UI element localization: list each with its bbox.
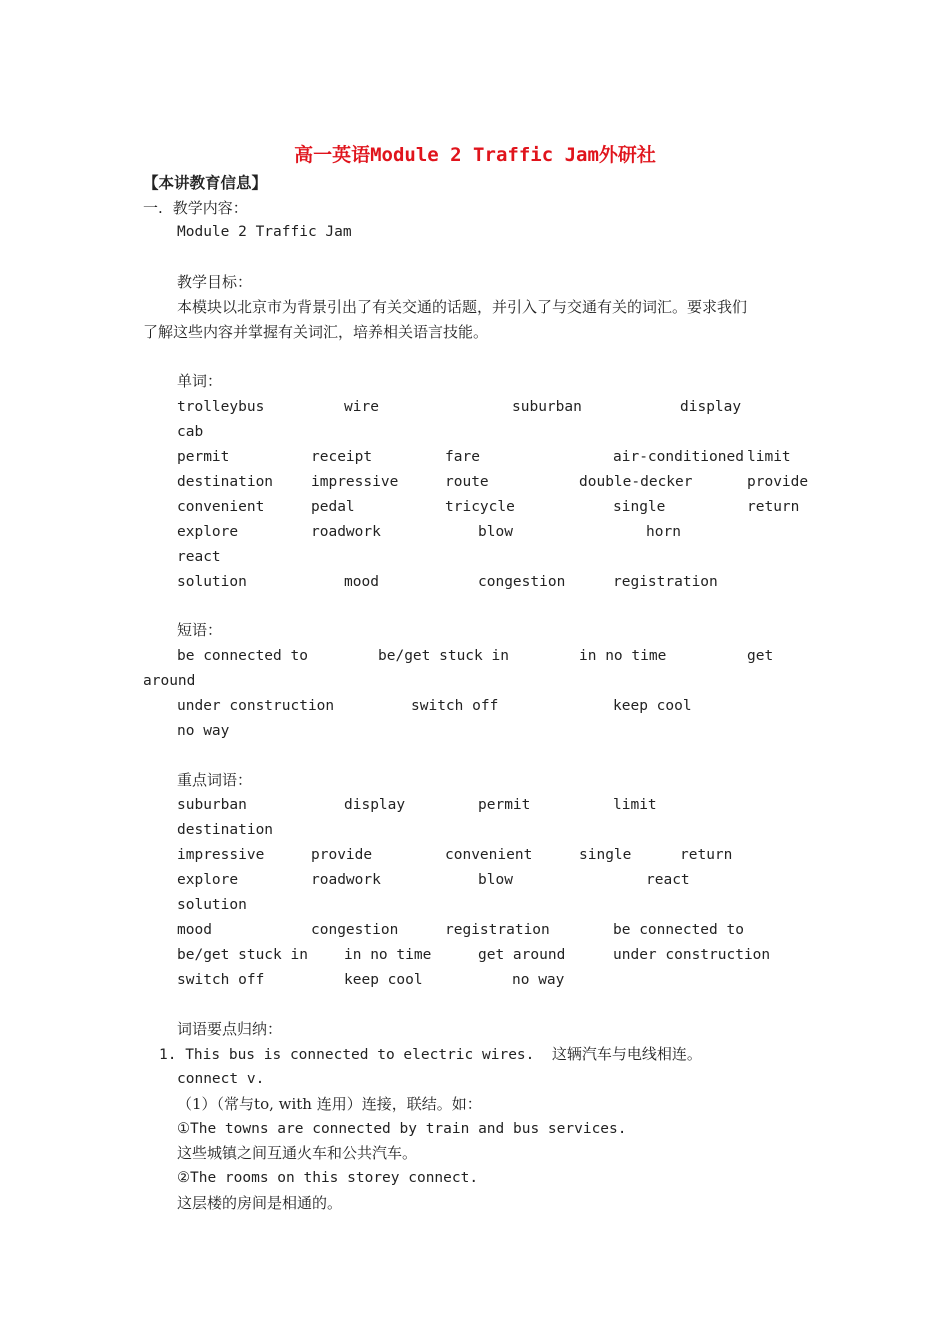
key-word-item: get around (478, 947, 566, 963)
key-word-item: return (680, 847, 733, 863)
word-item: explore (177, 524, 239, 540)
key-word-item: be connected to (613, 922, 744, 938)
key-word-item: single (579, 847, 632, 863)
word-item: blow (478, 524, 513, 540)
key-word-item: react (646, 872, 690, 888)
summary-label: 词语要点归纳： (177, 1020, 283, 1038)
title-cn-end: 外研社 (598, 144, 656, 166)
example-2-en: ②The rooms on this storey connect. (177, 1170, 479, 1186)
example-1-en: ①The towns are connected by train and bus services. (177, 1121, 627, 1137)
word-item: limit (747, 449, 791, 465)
section-heading: 【本讲教育信息】 (143, 173, 268, 192)
word-item: provide (747, 474, 809, 490)
word-item: return (747, 499, 800, 515)
key-word-item: keep cool (344, 972, 423, 988)
example-2-cn: 这层楼的房间是相通的。 (177, 1194, 343, 1212)
word-item: congestion (478, 574, 566, 590)
word-item: receipt (311, 449, 373, 465)
phrase-item: switch off (411, 698, 499, 714)
phrase-item: in no time (579, 648, 667, 664)
word-item: registration (613, 574, 718, 590)
key-word-item: roadwork (311, 872, 381, 888)
module-name: Module 2 Traffic Jam (177, 224, 352, 240)
title-en: Module 2 Traffic Jam (370, 144, 599, 166)
key-word-item: explore (177, 872, 239, 888)
phrase-item: be connected to (177, 648, 308, 664)
key-word-item: provide (311, 847, 373, 863)
word-item: air-conditioned (613, 449, 744, 465)
key-word-item: destination (177, 822, 274, 838)
key-word-item: in no time (344, 947, 432, 963)
words-label: 单词： (177, 372, 223, 390)
goals-text-line-1: 本模块以北京市为背景引出了有关交通的话题，并引入了与交通有关的词汇。要求我们 (177, 298, 748, 316)
phrase-item: keep cool (613, 698, 692, 714)
section-1 (143, 198, 248, 218)
section-1-label: 教学内容： (172, 199, 248, 217)
key-word-item: permit (478, 797, 531, 813)
word-item: permit (177, 449, 230, 465)
connect-entry: connect v. (177, 1071, 265, 1087)
example-1-cn: 这些城镇之间互通火车和公共汽车。 (177, 1144, 418, 1162)
key-word-item: suburban (177, 797, 247, 813)
document-title (0, 142, 950, 168)
word-item: solution (177, 574, 247, 590)
key-word-item: under construction (613, 947, 771, 963)
phrase-item: be/get stuck in (378, 648, 509, 664)
key-word-item: registration (445, 922, 550, 938)
word-item: horn (646, 524, 681, 540)
key-word-item: impressive (177, 847, 265, 863)
key-word-item: switch off (177, 972, 265, 988)
point-1 (159, 1044, 702, 1065)
key-words-label: 重点词语： (177, 771, 253, 789)
key-word-item: be/get stuck in (177, 947, 308, 963)
key-word-item: no way (512, 972, 565, 988)
key-word-item: convenient (445, 847, 533, 863)
word-item: trolleybus (177, 399, 265, 415)
word-item: roadwork (311, 524, 381, 540)
word-item: react (177, 549, 221, 565)
phrase-item: around (143, 673, 196, 689)
word-item: fare (445, 449, 480, 465)
word-item: suburban (512, 399, 582, 415)
word-item: display (680, 399, 742, 415)
word-item: double-decker (579, 474, 693, 490)
phrase-item: get (747, 648, 774, 664)
word-item: impressive (311, 474, 399, 490)
point-1-en: 1. This bus is connected to electric wires. (159, 1047, 535, 1063)
word-item: single (613, 499, 666, 515)
section-1-marker: 一. (143, 199, 163, 217)
word-item: mood (344, 574, 379, 590)
phrases-label: 短语： (177, 621, 223, 639)
phrase-item: under construction (177, 698, 335, 714)
key-word-item: solution (177, 897, 247, 913)
word-item: destination (177, 474, 274, 490)
word-item: wire (344, 399, 379, 415)
goals-label: 教学目标： (177, 273, 253, 291)
goals-text-line-2: 了解这些内容并掌握有关词汇，培养相关语言技能。 (143, 323, 489, 341)
key-word-item: blow (478, 872, 513, 888)
connect-usage: （1）（常与to, with 连用）连接，联结。如： (177, 1095, 482, 1113)
key-word-item: limit (613, 797, 657, 813)
title-cn-start: 高一英语 (294, 144, 371, 166)
word-item: pedal (311, 499, 355, 515)
point-1-cn: 这辆汽车与电线相连。 (551, 1045, 702, 1063)
phrase-item: no way (177, 723, 230, 739)
word-item: route (445, 474, 489, 490)
word-item: tricycle (445, 499, 515, 515)
key-word-item: congestion (311, 922, 399, 938)
key-word-item: display (344, 797, 406, 813)
word-item: convenient (177, 499, 265, 515)
key-word-item: mood (177, 922, 212, 938)
word-item: cab (177, 424, 204, 440)
